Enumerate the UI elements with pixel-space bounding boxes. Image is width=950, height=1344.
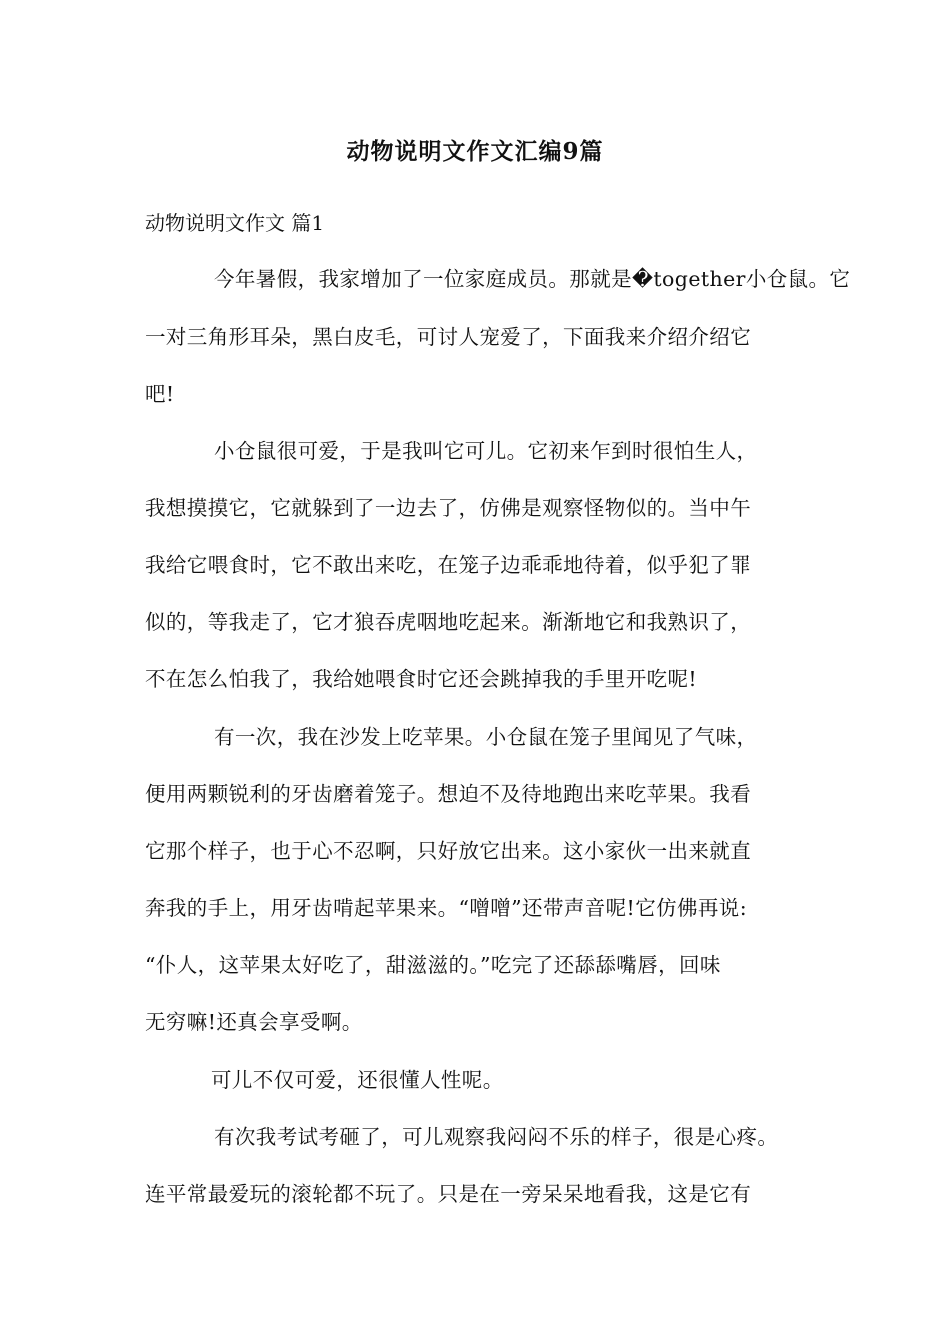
paragraph-line: 吧! xyxy=(145,382,175,406)
paragraph-line: 奔我的手上，用牙齿啃起苹果来。“噌噌”还带声音呢!它仿佛再说: xyxy=(145,896,748,920)
paragraph-line: “仆人，这苹果太好吃了，甜滋滋的。”吃完了还舔舔嘴唇，回味 xyxy=(145,953,721,977)
paragraph-line: 似的，等我走了，它才狼吞虎咽地吃起来。渐渐地它和我熟识了， xyxy=(145,610,752,634)
paragraph-line: 便用两颗锐利的牙齿磨着笼子。想迫不及待地跑出来吃苹果。我看 xyxy=(145,782,752,806)
paragraph-line: 不在怎么怕我了，我给她喂食时它还会跳掉我的手里开吃呢! xyxy=(145,667,698,691)
paragraph-line: 我想摸摸它，它就躲到了一边去了，仿佛是观察怪物似的。当中午 xyxy=(145,496,752,520)
paragraph-line: 可儿不仅可爱，还很懂人性呢。 xyxy=(211,1068,504,1092)
section-heading: 动物说明文作文 篇1 xyxy=(145,211,325,235)
paragraph-line: 小仓鼠很可爱，于是我叫它可儿。它初来乍到时很怕生人， xyxy=(214,439,758,463)
paragraph-line: 今年暑假，我家增加了一位家庭成员。那就是�together小仓鼠。它 xyxy=(214,267,851,291)
paragraph-line: 它那个样子，也于心不忍啊，只好放它出来。这小家伙一出来就直 xyxy=(145,839,752,863)
paragraph-line: 连平常最爱玩的滚轮都不玩了。只是在一旁呆呆地看我，这是它有 xyxy=(145,1182,752,1206)
paragraph-line: 有次我考试考砸了，可儿观察我闷闷不乐的样子，很是心疼。 xyxy=(214,1125,779,1149)
paragraph-line: 有一次，我在沙发上吃苹果。小仓鼠在笼子里闻见了气味， xyxy=(214,725,758,749)
document-title: 动物说明文作文汇编9篇 xyxy=(346,138,604,165)
paragraph-line: 一对三角形耳朵，黑白皮毛，可讨人宠爱了，下面我来介绍介绍它 xyxy=(145,325,752,349)
paragraph-line: 我给它喂食时，它不敢出来吃，在笼子边乖乖地待着，似乎犯了罪 xyxy=(145,553,752,577)
paragraph-line: 无穷嘛!还真会享受啊。 xyxy=(145,1010,363,1034)
